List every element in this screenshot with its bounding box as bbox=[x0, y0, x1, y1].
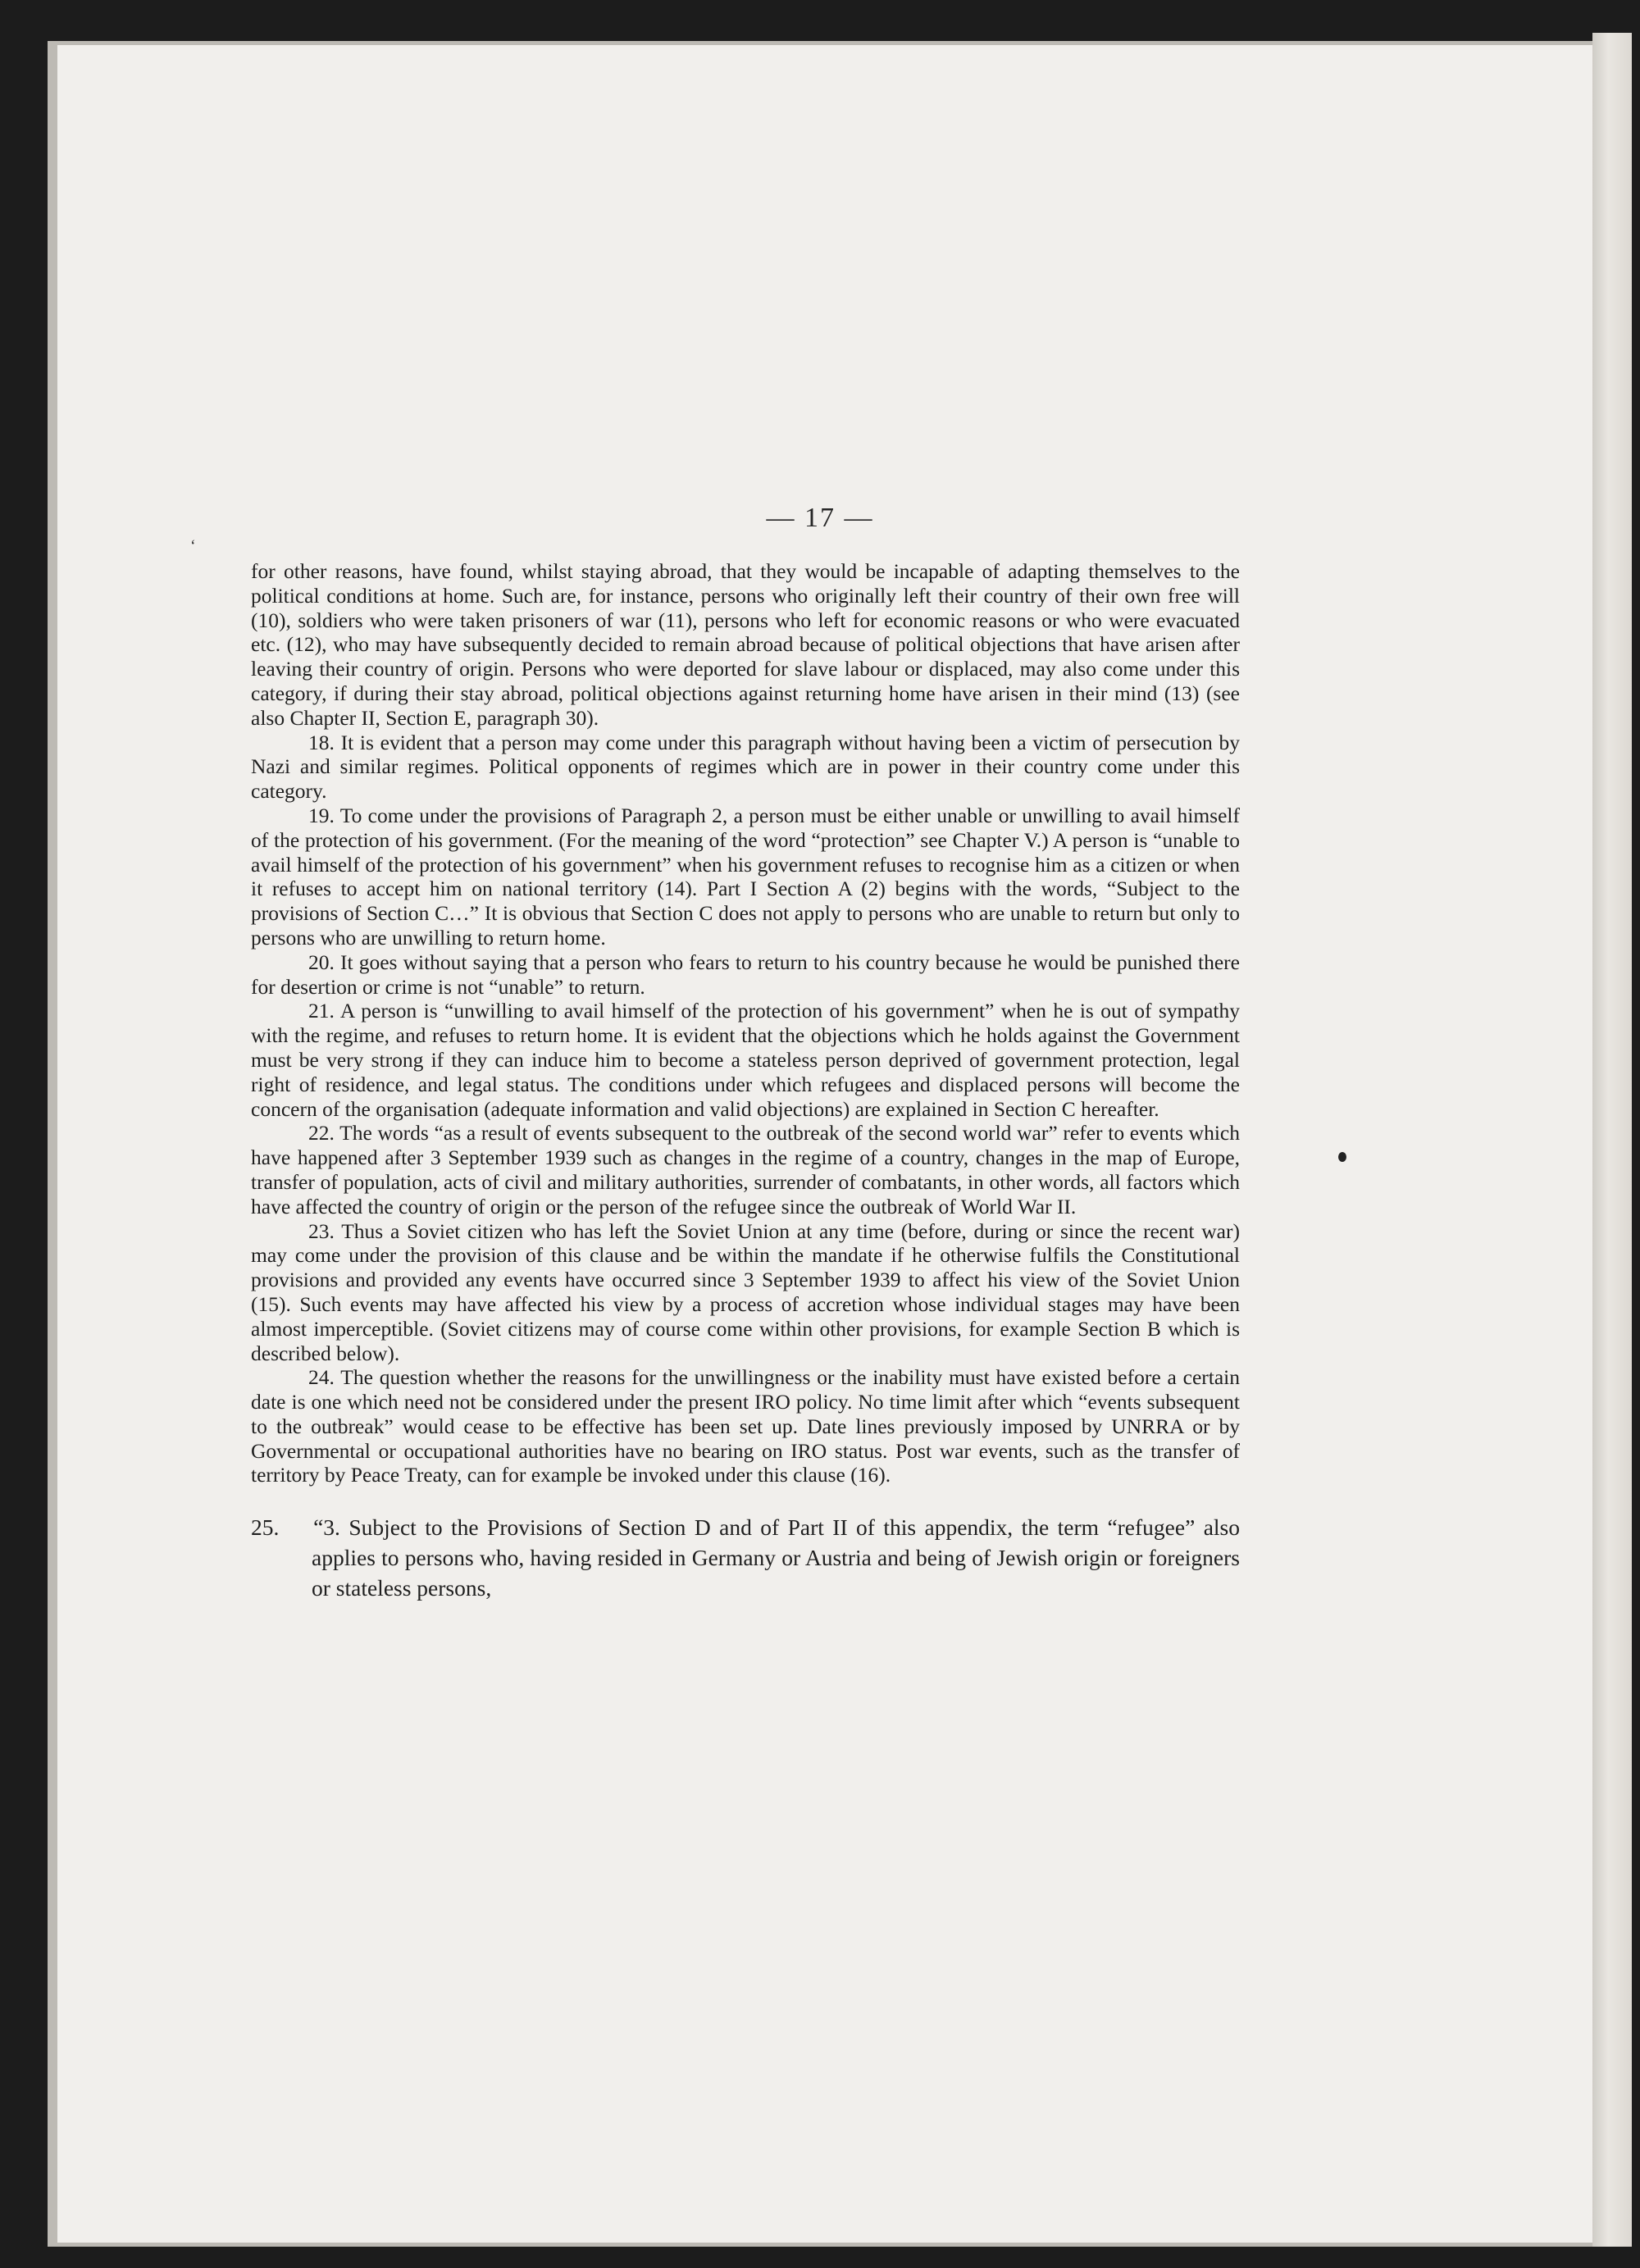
paragraph-text: Thus a Soviet citizen who has left the Soviet Union at any time (before, during or since the recent war) may come under the provision of this clause and be within the mandate if he otherwise fulfils the Constitutional provisions and provided any events have occurred since 3 September 1939 to affect his view of the Soviet Union (15). Such events may have affected his view by a process of accretion whose individual stages may have been almost imperceptible. (Soviet citizens may of course come within other provisions, for example Section B which is described below). bbox=[251, 1218, 1240, 1365]
paragraph-text: “3. Subject to the Provisions of Section D and of Part II of this appendix, the term “refugee” also applies to persons who, having resided in Germany or Austria and being of Jewish origin or foreigners or stateless persons, bbox=[312, 1514, 1241, 1601]
paragraph-21 bbox=[251, 999, 1240, 1121]
page-number: — 17 — bbox=[766, 503, 874, 533]
paragraph-number: 19. bbox=[308, 803, 335, 827]
paragraph-text: The question whether the reasons for the unwillingness or the inability must have existed before a certain date is one which need not be considered under the present IRO policy. No time limit after which “events subsequent to the outbreak” would cease to be effective has been set up. Date lines previously imposed by UNRRA or by Governmental or occupational authorities have no bearing on IRO status. Post war events, such as the transfer of territory by Peace Treaty, can for example be invoked under this clause (16). bbox=[251, 1365, 1241, 1487]
paragraph-number: 21. bbox=[308, 999, 335, 1023]
paragraph-text: It is evident that a person may come under this paragraph without having been a victim of persecution by Nazi and similar regimes. Political opponents of regimes which are in power in their country come under this category. bbox=[251, 730, 1241, 804]
paragraph-25 bbox=[251, 1512, 1240, 1603]
paragraph-number: 18. bbox=[308, 730, 335, 754]
paragraph-23 bbox=[251, 1219, 1240, 1366]
paragraph-22 bbox=[251, 1121, 1240, 1218]
next-page-edge bbox=[1592, 33, 1632, 2247]
paragraph-number: 24. bbox=[308, 1365, 335, 1390]
paragraph-20 bbox=[251, 950, 1240, 1000]
paragraph-text: A person is “unwilling to avail himself of the protection of his government” when he is out of sympathy with the regime, and refuses to return home. It is evident that the objections which he holds against the Government must be very strong if they can induce him to become a stateless person deprived of government protection, legal right of residence, and legal status. The conditions under which refugees and displaced persons will become the concern of the organisation (adequate information and valid objections) are explained in Section C hereafter. bbox=[251, 999, 1241, 1121]
paragraph-19 bbox=[251, 804, 1240, 950]
paragraph-number: 20. bbox=[308, 950, 335, 974]
paragraph-continued: for other reasons, have found, whilst staying abroad, that they would be incapable of adapting themselves to the political conditions at home. Such are, for instance, persons who originally left their country of their own free will (10), soldiers who were taken prisoners of war (11), persons who left for economic reasons or who were evacuated etc. (12), who may have subsequently decided to remain abroad because of political objections that have arisen after leaving their country of origin. Persons who were deported for slave labour or displaced, may also come under this category, if during their stay abroad, political objections against returning home have arisen in their mind (13) (see also Chapter II, Section E, paragraph 30). bbox=[251, 559, 1240, 730]
paragraph-number: 23. bbox=[308, 1218, 335, 1243]
paragraph-number: 25. bbox=[251, 1514, 280, 1541]
paragraph-text: It goes without saying that a person who fears to return to his country because he would be punished there for desertion or crime is not “unable” to return. bbox=[251, 950, 1240, 999]
paragraph-text: To come under the provisions of Paragraph 2, a person must be either unable or unwilling to avail himself of the protection of his government. (For the meaning of the word “protection” see Chapter V.) A person is “unable to avail himself of the protection of his government” when his government refuses to recognise him as a citizen or when it refuses to accept him on national territory (14). Part I Section A (2) begins with the words, “Subject to the provisions of Section C…” It is obvious that Section C does not apply to persons who are unable to return but only to persons who are unwilling to return home. bbox=[251, 803, 1240, 950]
paragraph-24 bbox=[251, 1365, 1240, 1487]
ink-spot bbox=[1338, 1152, 1346, 1162]
margin-tick: ‘ bbox=[190, 537, 196, 555]
paragraph-number: 22. bbox=[308, 1121, 335, 1145]
paragraph-text: The words “as a result of events subsequent to the outbreak of the second world war” refer to events which have happened after 3 September 1939 such as changes in the regime of a country, changes in the map of Europe, transfer of population, acts of civil and military authorities, surrender of combatants, in other words, all factors which have affected the country of origin or the person of the refugee since the outbreak of World War II. bbox=[251, 1121, 1240, 1218]
paragraph-18 bbox=[251, 731, 1240, 804]
body-text bbox=[251, 559, 1240, 1603]
